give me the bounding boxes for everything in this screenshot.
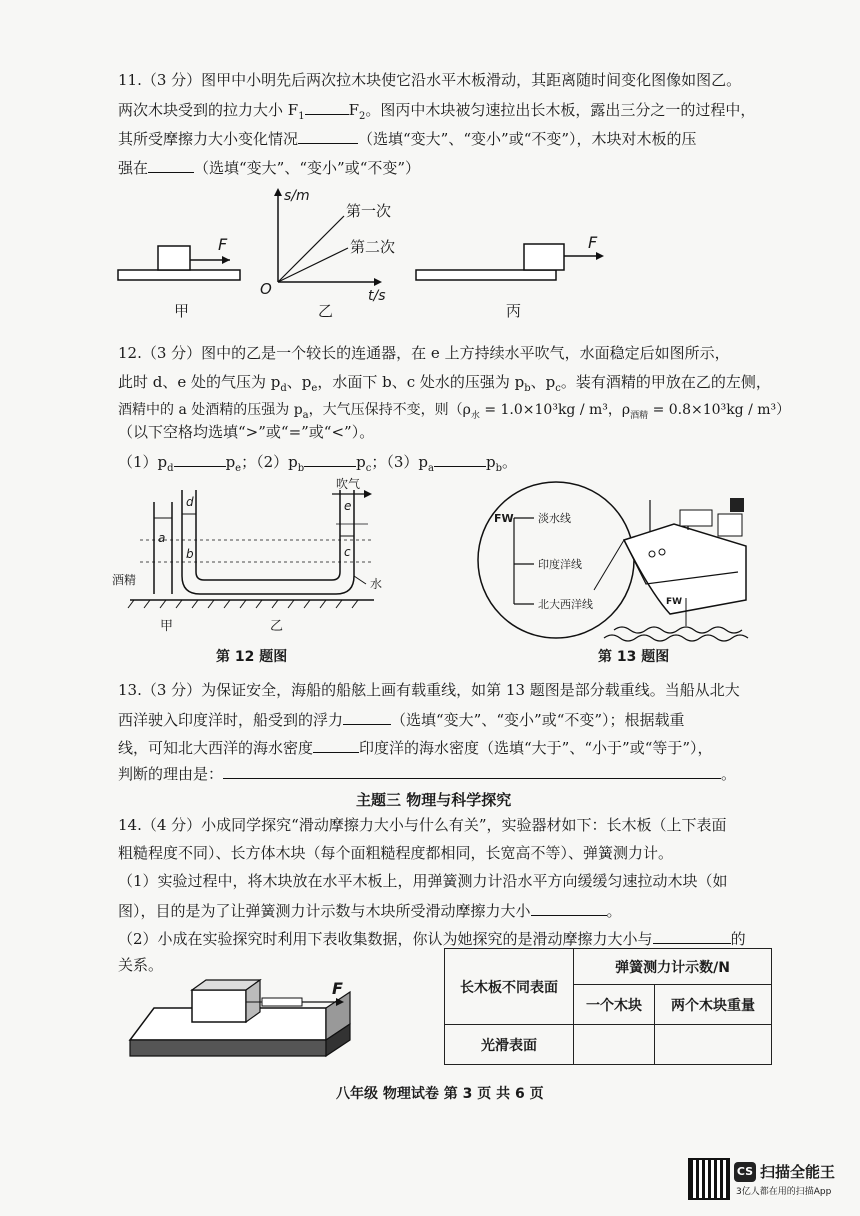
- q13-line1: 13.（3 分）为保证安全，海船的船舷上画有载重线，如第 13 题图是部分载重线。当船从北大: [118, 681, 740, 699]
- q13-figure-caption: 第 13 题图: [598, 649, 670, 665]
- q12-blow-label: 吹气: [336, 477, 361, 491]
- q11-blank-3[interactable]: [148, 156, 194, 173]
- table-row-smooth: 光滑表面: [445, 1025, 574, 1065]
- q12-point-d: d: [186, 495, 194, 509]
- q13-fresh-line: 淡水线: [538, 512, 571, 525]
- q11-second-label: 第二次: [350, 238, 396, 256]
- q11-blank-2[interactable]: [298, 127, 358, 144]
- q12-alcohol-label: 酒精: [112, 573, 137, 587]
- q11-caption-bing: 丙: [506, 302, 522, 320]
- q14-blank-2[interactable]: [653, 927, 731, 944]
- q11-figure-bing: [416, 228, 616, 288]
- qr-code-icon: [688, 1158, 730, 1200]
- q12-line2: 此时 d、e 处的气压为 $p_d$、$p_e$，水面下 b、c 处水的压强为 $p_b$、$p_c$。装有酒精的甲放在乙的左侧，: [118, 373, 771, 394]
- q12-line1: 12.（3 分）图中的乙是一个较长的连通器，在 e 上方持续水平吹气，水面稳定后如图所示，: [118, 344, 730, 362]
- q12-blank-1[interactable]: [174, 450, 226, 467]
- q11-caption-jia: 甲: [174, 302, 190, 320]
- q14-line2: 粗糙程度不同）、长方体木块（每个面粗糙程度都相同，长宽高不等）、弹簧测力计。: [118, 844, 674, 862]
- q12-caption-yi: 乙: [270, 619, 284, 634]
- q12-water-label: 水: [370, 577, 383, 591]
- q11-line1: 11.（3 分）图甲中小明先后两次拉木块使它沿水平木板滑动，其距离随时间变化图像如图乙。: [118, 71, 742, 89]
- table-header-surface: 长木板不同表面: [445, 949, 574, 1025]
- q12-blank-3[interactable]: [434, 450, 486, 467]
- q12-line3: 酒精中的 a 处酒精的压强为 $p_a$，大气压保持不变，则（$\rho_水 = 1.0\times 10^3kg / m^3$，$\rho_{酒精} = 0.8\times 10^3kg / m^3$）: [118, 402, 791, 421]
- q12-figure-caption: 第 12 题图: [216, 649, 288, 665]
- q12-point-e: e: [344, 499, 352, 513]
- table-header-two-blocks: 两个木块重量: [655, 985, 772, 1025]
- q11-graph-yi: [250, 186, 400, 306]
- scanner-logo-icon: CS: [734, 1162, 756, 1182]
- q11-line4: 强在 （选填“变大”、“变小”或“不变”）: [118, 156, 420, 178]
- q11-line2: 两次木块受到的拉力大小 $F_1$ $F_2$。图丙中木块被匀速拉出长木板，露出三分之一的过程中，: [118, 98, 755, 127]
- q13-blank-1[interactable]: [343, 708, 391, 725]
- q12-figure: [110, 476, 410, 646]
- q11-first-label: 第一次: [346, 202, 392, 220]
- q13-blank-2[interactable]: [313, 736, 359, 753]
- q13-ship-fw: FW: [666, 597, 683, 607]
- q11-figure-jia: [118, 228, 248, 288]
- q13-blank-3[interactable]: [223, 762, 721, 779]
- q14-figure: [120, 978, 380, 1078]
- q12-point-b: b: [186, 547, 194, 561]
- q13-fw-label: FW: [494, 512, 514, 525]
- q14-line1: 14.（4 分）小成同学探究“滑动摩擦力大小与什么有关”，实验器材如下：长木板（上下表面: [118, 816, 727, 834]
- q13-atlantic-line: 北大西洋线: [538, 598, 593, 611]
- q14-line4: 图），目的是为了让弹簧测力计示数与木块所受滑动摩擦力大小 。: [118, 899, 622, 921]
- q12-line4: （以下空格均选填“>”或“=”或“<”）。: [118, 423, 375, 441]
- q12-subanswers: $(1)p_d$ $p_e$；$(2)p_b$ $p_c$；$(3)p_a$ $p_b$。: [118, 450, 517, 479]
- q14-line5: （2）小成在实验探究时利用下表收集数据，你认为她探究的是滑动摩擦力大小与 的: [118, 927, 746, 949]
- table-header-group: 弹簧测力计示数/N: [574, 949, 772, 985]
- section-title: 主题三 物理与科学探究: [356, 791, 512, 809]
- q12-caption-jia: 甲: [160, 619, 174, 634]
- q11-jia-force-label: F: [218, 235, 228, 254]
- scanner-app-name: 扫描全能王: [760, 1163, 836, 1181]
- table-cell-empty-1[interactable]: [574, 1025, 655, 1065]
- q11-origin-label: O: [260, 280, 272, 298]
- table-header-one-block: 一个木块: [574, 985, 655, 1025]
- scanner-slogan: 3亿人都在用的扫描App: [736, 1187, 832, 1197]
- q14-line6: 关系。: [118, 956, 164, 974]
- q12-blank-2[interactable]: [304, 450, 356, 467]
- q11-line3: 其所受摩擦力大小变化情况 （选填“变大”、“变小”或“不变”），木块对木板的压: [118, 127, 697, 149]
- q12-point-c: c: [344, 545, 351, 559]
- q11-blank-1[interactable]: [305, 98, 349, 115]
- table-cell-empty-2[interactable]: [655, 1025, 772, 1065]
- q11-y-axis-label: s/m: [284, 188, 310, 204]
- q11-caption-yi: 乙: [318, 302, 334, 320]
- q14-force-label: F: [332, 979, 343, 998]
- q14-blank-1[interactable]: [531, 899, 607, 916]
- q14-line3: （1）实验过程中，将木块放在水平木板上，用弹簧测力计沿水平方向缓缓匀速拉动木块（如: [118, 872, 728, 890]
- q13-figure: [474, 480, 774, 644]
- q13-line3: 线，可知北大西洋的海水密度 印度洋的海水密度（选填“大于”、“小于”或“等于”），: [118, 736, 713, 758]
- q13-line2: 西洋驶入印度洋时，船受到的浮力 （选填“变大”、“变小”或“不变”）；根据载重: [118, 708, 685, 730]
- q13-line4: 判断的理由是： 。: [118, 762, 736, 784]
- q14-data-table: [444, 948, 772, 1065]
- q11-x-axis-label: t/s: [368, 288, 386, 304]
- q12-point-a: a: [158, 531, 166, 545]
- q11-line-second: [278, 248, 348, 282]
- page-footer: 八年级 物理试卷 第 3 页 共 6 页: [336, 1086, 544, 1102]
- q11-line-first: [278, 216, 344, 282]
- q11-bing-force-label: F: [588, 233, 598, 252]
- q13-indian-line: 印度洋线: [538, 558, 582, 571]
